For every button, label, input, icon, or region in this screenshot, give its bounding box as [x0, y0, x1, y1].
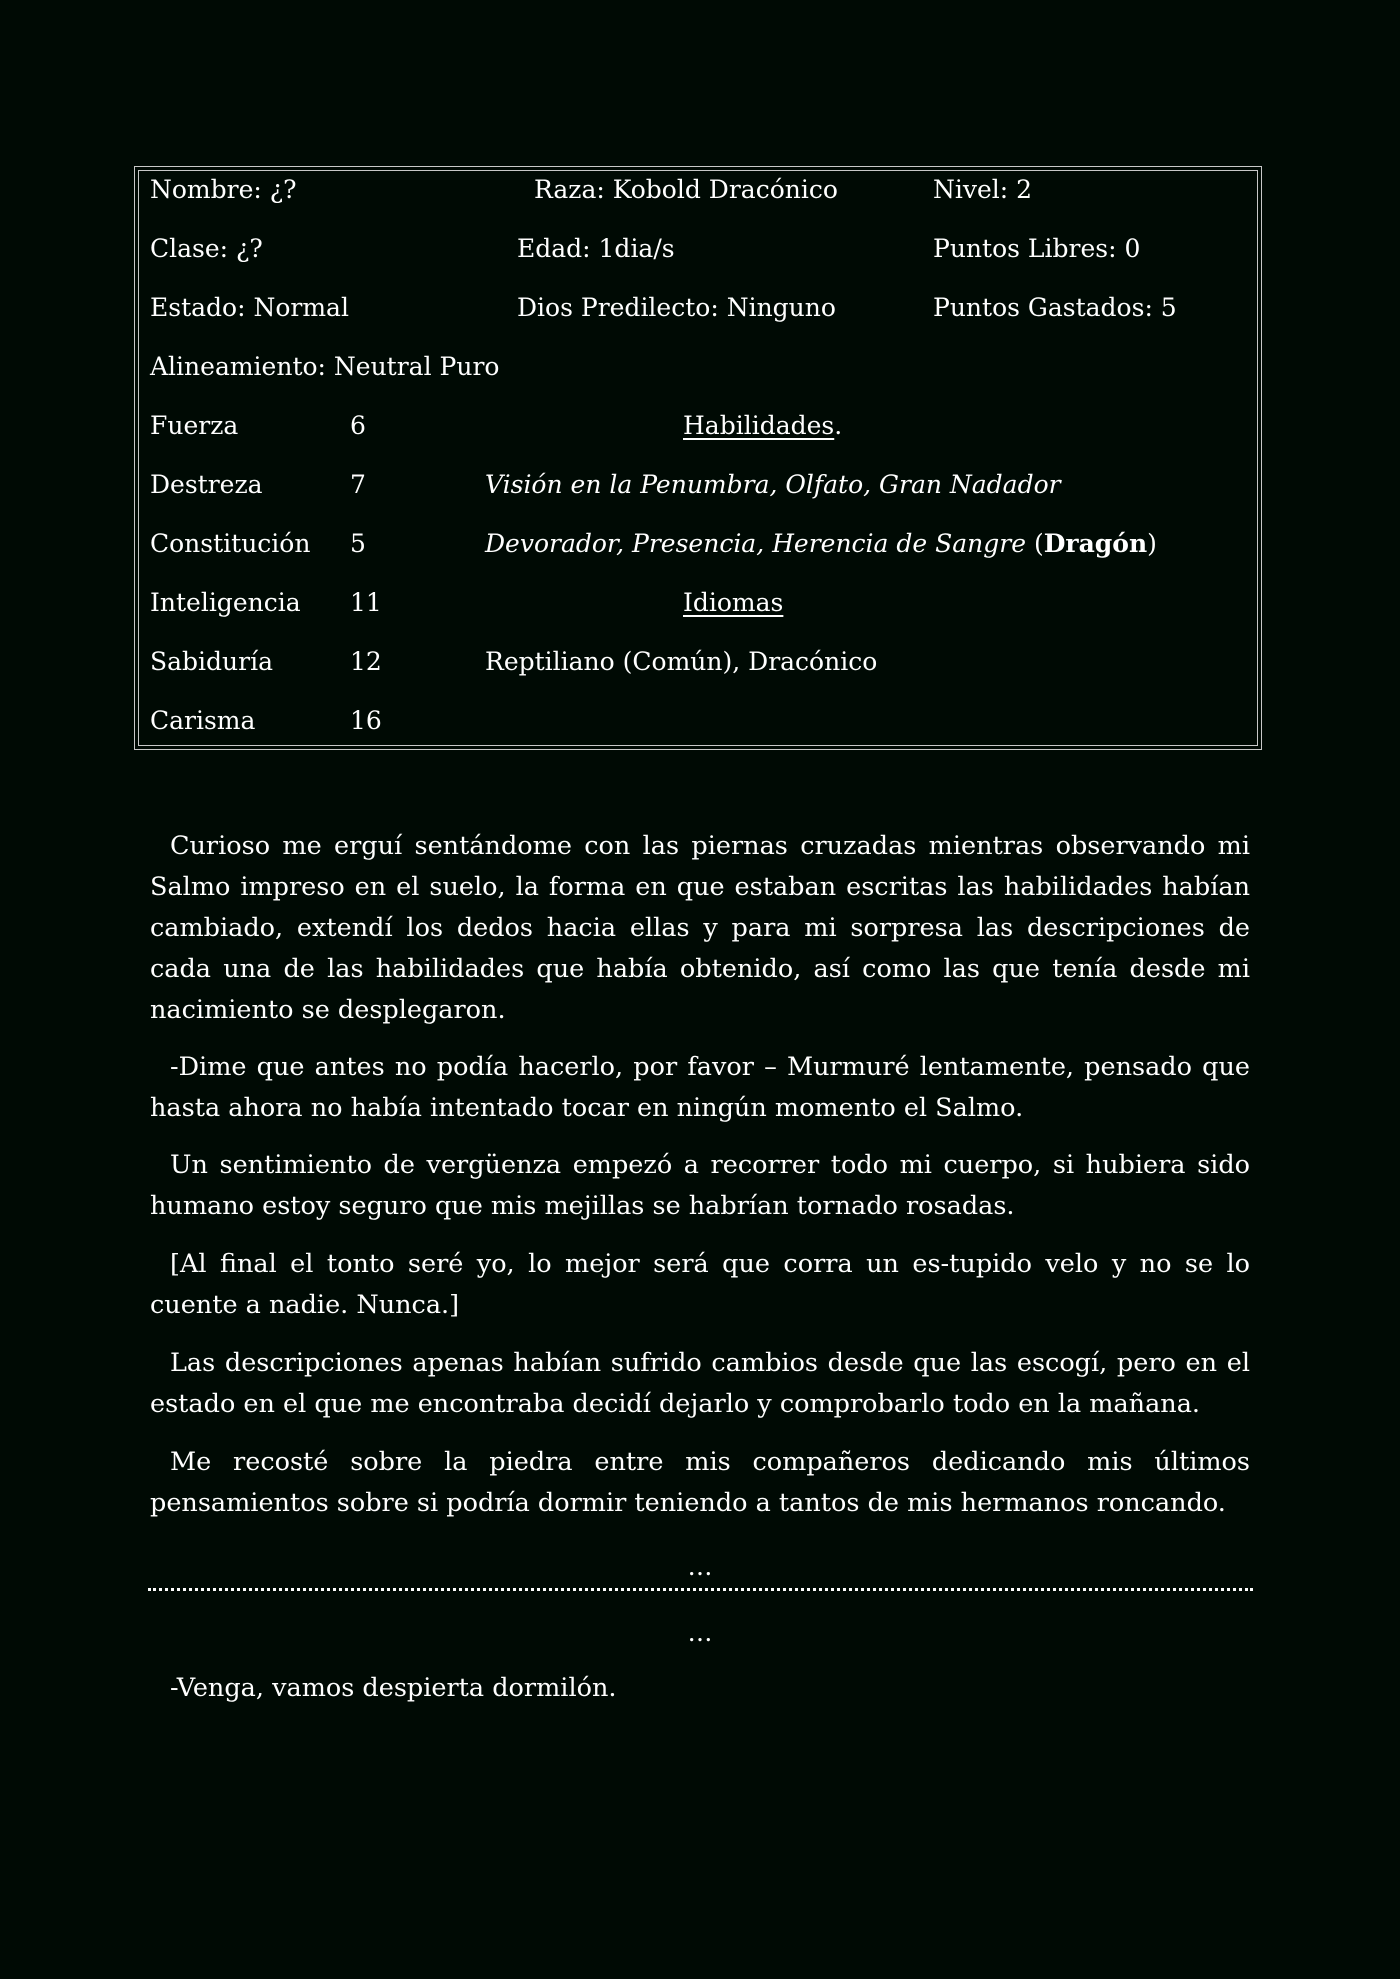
class-field: Clase: ¿? [150, 234, 263, 263]
god-field: Dios Predilecto: Ninguno [517, 293, 836, 322]
paragraph-5: Las descripciones apenas habían sufrido cambios desde que las escogí, pero en el estado en el que me encontraba decidí dejarlo y comprobarlo todo en la mañana. [150, 1348, 1250, 1419]
level-field: Nivel: 2 [933, 175, 1033, 204]
spent-points-field: Puntos Gastados: 5 [933, 293, 1177, 322]
paragraph-1: Curioso me erguí sentándome con las piernas cruzadas mientras observando mi Salmo impreso en el suelo, la forma en que estaban escritas las habilidades habían cambiado, extendí los dedos hacia ellas y para mi sorpresa las descripciones de cada una de las habilidades que había obtenido, así como las que tenía desde mi nacimiento se desplegaron. [150, 831, 1250, 1025]
stat-value: 6 [350, 411, 366, 440]
skills-line-2-text: Devorador, Presencia, Herencia de Sangre [485, 529, 1027, 558]
skills-line-2-open: ( [1026, 529, 1044, 558]
stat-value: 5 [350, 529, 366, 558]
race-field: Raza: Kobold Dracónico [534, 175, 838, 204]
stat-name: Inteligencia [150, 588, 301, 617]
stat-value: 11 [350, 588, 382, 617]
skills-line-2-close: ) [1147, 529, 1157, 558]
bloodline-dragon: Dragón [1043, 529, 1148, 558]
paragraph-7: -Venga, vamos despierta dormilón. [170, 1673, 617, 1703]
age-field: Edad: 1dia/s [517, 234, 675, 263]
skills-heading-text: Habilidades [683, 411, 835, 440]
state-field: Estado: Normal [150, 293, 349, 322]
scene-break-rule [148, 1588, 1253, 1591]
stat-name: Sabiduría [150, 647, 273, 676]
stat-value: 12 [350, 647, 382, 676]
stat-name: Constitución [150, 529, 311, 558]
skills-heading [683, 411, 842, 441]
paragraph-3: Un sentimiento de vergüenza empezó a recorrer todo mi cuerpo, si hubiera sido humano estoy seguro que mis mejillas se habrían tornado rosadas. [150, 1150, 1250, 1221]
paragraph-2: -Dime que antes no podía hacerlo, por favor – Murmuré lentamente, pensado que hasta ahora no había intentado tocar en ningún momento el Salmo. [150, 1052, 1250, 1123]
status-sheet [134, 166, 1262, 750]
skills-heading-dot: . [834, 411, 843, 440]
stat-name: Destreza [150, 470, 263, 499]
languages-line: Reptiliano (Común), Dracónico [485, 647, 878, 676]
languages-heading: Idiomas [683, 588, 784, 617]
alignment-field: Alineamiento: Neutral Puro [150, 352, 500, 381]
paragraph-6: Me recosté sobre la piedra entre mis compañeros dedicando mis últimos pensamientos sobre si podría dormir teniendo a tantos de mis hermanos roncando. [150, 1447, 1250, 1518]
stat-value: 7 [350, 470, 366, 499]
skills-line-2 [485, 529, 1157, 559]
skills-line-1: Visión en la Penumbra, Olfato, Gran Nadador [485, 470, 1061, 499]
stat-value: 16 [350, 706, 382, 735]
name-field: Nombre: ¿? [150, 175, 297, 204]
scene-break-ellipsis-top: … [687, 1552, 713, 1581]
stat-name: Fuerza [150, 411, 239, 440]
scene-break-ellipsis-bottom: … [687, 1618, 713, 1647]
free-points-field: Puntos Libres: 0 [933, 234, 1141, 263]
stat-name: Carisma [150, 706, 256, 735]
paragraph-4: [Al final el tonto seré yo, lo mejor será que corra un es-tupido velo y no se lo cuente a nadie. Nunca.] [150, 1249, 1250, 1320]
